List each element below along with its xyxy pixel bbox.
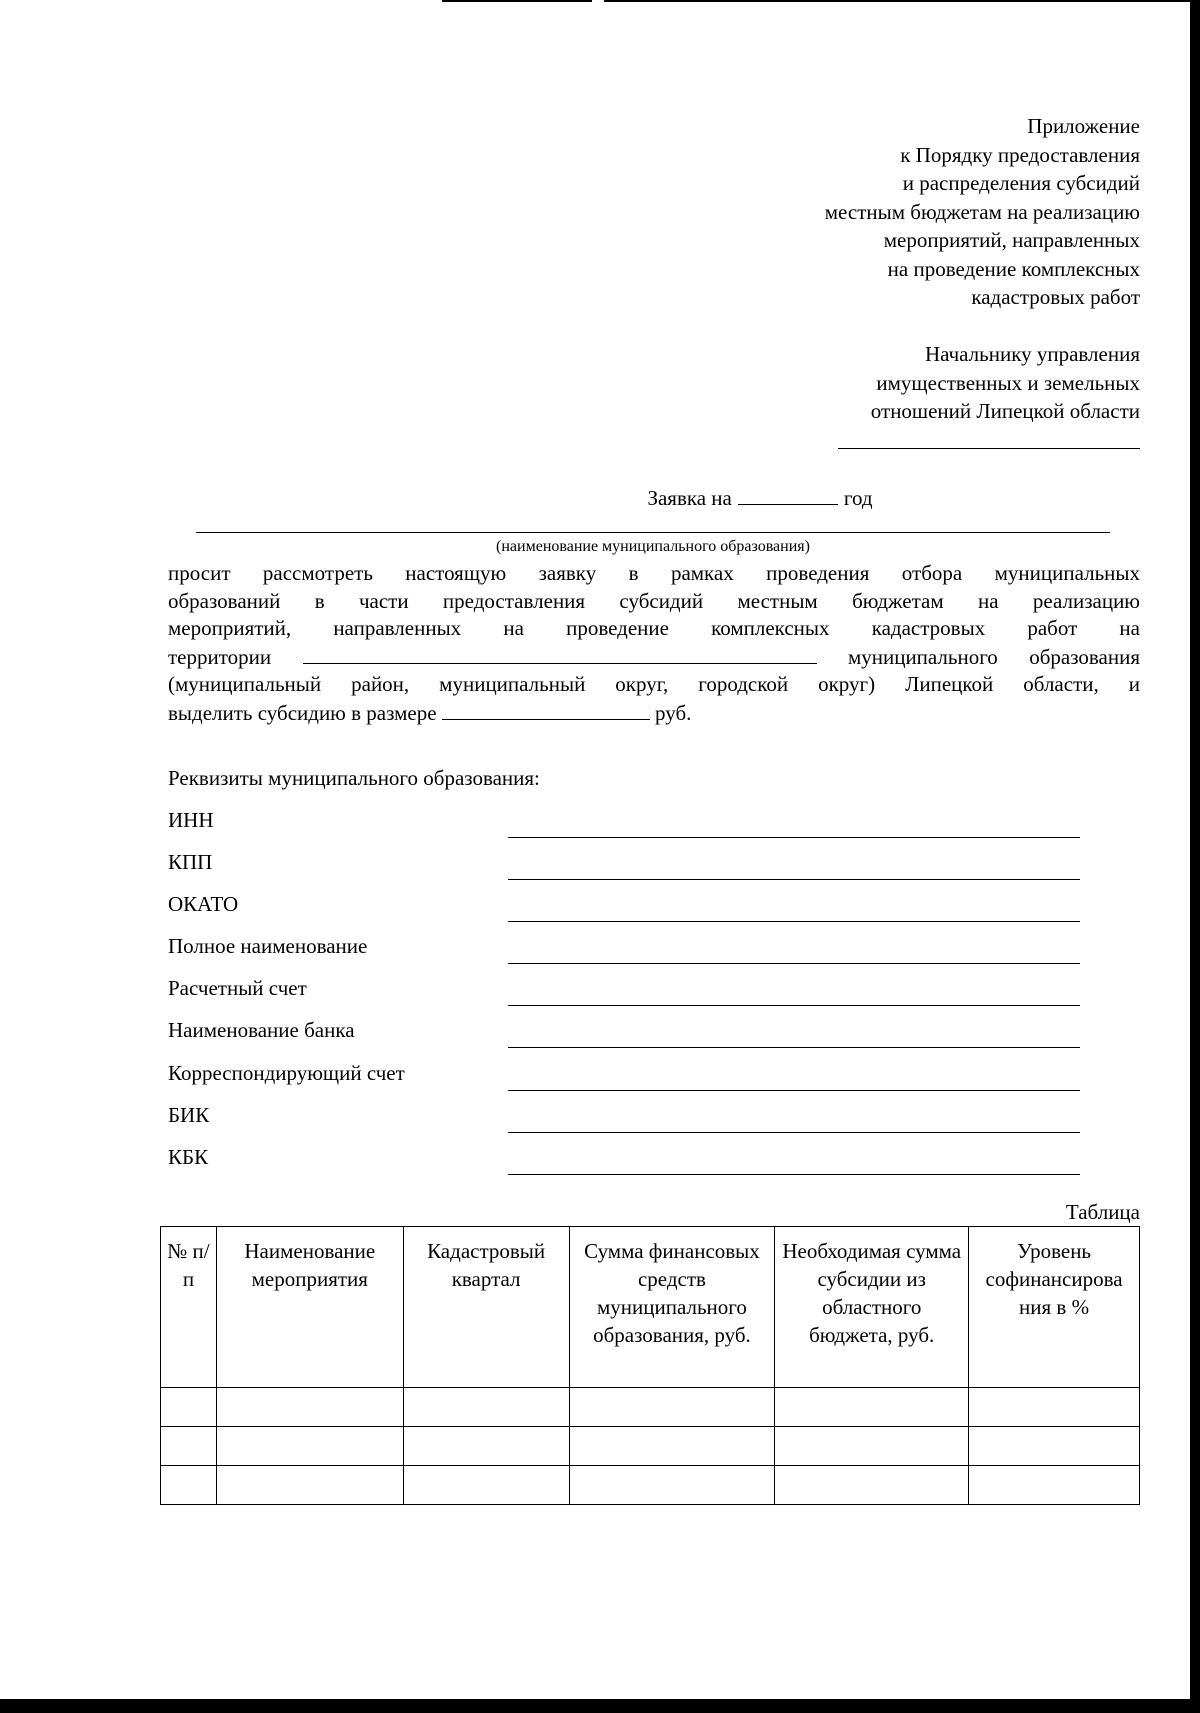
request-title xyxy=(0,484,1200,511)
table-caption: Таблица xyxy=(1065,1200,1140,1224)
requisite-kpp xyxy=(168,850,1080,880)
table-cell[interactable] xyxy=(216,1388,403,1427)
requisite-label: ОКАТО xyxy=(168,892,239,916)
requisite-label: Расчетный счет xyxy=(168,976,307,1000)
scan-edge-top-left xyxy=(442,0,592,2)
header-municipal-funds: Сумма финансовых средств муниципального образования, руб. xyxy=(569,1227,775,1388)
request-body-line: образований в части предоставления субсидий местным бюджетам на реализацию xyxy=(168,588,1140,613)
subsidy-table xyxy=(160,1226,1140,1505)
request-body-line: мероприятий, направленных на проведение комплексных кадастровых работ на xyxy=(168,616,1140,640)
scan-edge-bottom xyxy=(0,1699,1200,1713)
requisite-blank[interactable] xyxy=(508,837,1080,838)
table-cell[interactable] xyxy=(569,1466,775,1505)
appendix-line: мероприятий, направленных xyxy=(883,228,1140,252)
requisite-blank[interactable] xyxy=(508,921,1080,922)
requisite-blank[interactable] xyxy=(508,963,1080,964)
territory-suffix: муниципального образования xyxy=(847,644,1140,669)
requisite-blank[interactable] xyxy=(508,1174,1080,1175)
requisite-label: Корреспондирующий счет xyxy=(168,1061,405,1085)
requisite-full-name xyxy=(168,934,1080,964)
requisite-blank[interactable] xyxy=(508,1047,1080,1048)
table-cell[interactable] xyxy=(216,1427,403,1466)
requisite-label: БИК xyxy=(168,1103,210,1127)
appendix-line: к Порядку предоставления xyxy=(900,142,1140,167)
requisite-bank-name xyxy=(168,1018,1080,1048)
request-body-line: (муниципальный район, муниципальный округ, городской округ) Липецкой области, и xyxy=(168,672,1140,696)
requisite-account xyxy=(168,976,1080,1006)
table-cell[interactable] xyxy=(569,1388,775,1427)
table-cell[interactable] xyxy=(403,1388,569,1427)
requisite-blank[interactable] xyxy=(508,879,1080,880)
table-cell[interactable] xyxy=(969,1466,1140,1505)
requisite-inn xyxy=(168,808,1080,838)
addressee-line: отношений Липецкой области xyxy=(870,399,1140,423)
table-header-row xyxy=(161,1227,1140,1388)
table-cell[interactable] xyxy=(969,1388,1140,1427)
appendix-line: и распределения субсидий xyxy=(902,171,1140,195)
requisite-kbk xyxy=(168,1145,1080,1175)
requisite-blank[interactable] xyxy=(508,1090,1080,1091)
amount-blank[interactable] xyxy=(442,699,650,720)
table-row xyxy=(161,1427,1140,1466)
table-cell[interactable] xyxy=(775,1388,969,1427)
table-cell[interactable] xyxy=(403,1427,569,1466)
table-cell[interactable] xyxy=(161,1388,217,1427)
requisite-label: ИНН xyxy=(168,808,214,832)
requisite-okato xyxy=(168,892,1080,922)
header-event-name: Наименование мероприятия xyxy=(216,1227,403,1388)
requisites-title: Реквизиты муниципального образования: xyxy=(168,766,540,790)
header-number: № п/п xyxy=(161,1227,217,1388)
requisite-label: КБК xyxy=(168,1145,209,1169)
addressee-line: имущественных и земельных xyxy=(876,370,1140,395)
requisite-label: Полное наименование xyxy=(168,934,368,958)
table-cell[interactable] xyxy=(216,1466,403,1505)
table-cell[interactable] xyxy=(161,1466,217,1505)
scan-edge-top-right xyxy=(604,0,1200,2)
header-cofinancing-level: Уровень софинансирова ния в % xyxy=(969,1227,1140,1388)
territory-blank[interactable] xyxy=(303,643,817,664)
addressee-line: Начальнику управления xyxy=(924,342,1140,366)
year-blank[interactable] xyxy=(738,484,838,505)
request-body-line-territory xyxy=(168,643,1140,672)
table-row xyxy=(161,1466,1140,1505)
table-cell[interactable] xyxy=(403,1466,569,1505)
appendix-header xyxy=(680,112,1140,312)
appendix-line: кадастровых работ xyxy=(971,285,1140,309)
municipality-name-caption: (наименование муниципального образования) xyxy=(496,538,810,555)
header-subsidy-amount: Необходимая сумма субсидии из областного бюджета, руб. xyxy=(775,1227,969,1388)
table-cell[interactable] xyxy=(775,1466,969,1505)
addressee-signature-blank[interactable] xyxy=(838,448,1140,449)
header-cadastral-quarter: Кадастровый квартал xyxy=(403,1227,569,1388)
requisite-blank[interactable] xyxy=(508,1005,1080,1006)
requisite-label: Наименование банка xyxy=(168,1018,355,1042)
amount-suffix: руб. xyxy=(655,700,692,725)
request-body xyxy=(168,560,1140,727)
requisite-bik xyxy=(168,1103,1080,1133)
addressee-block xyxy=(680,340,1140,426)
table-row xyxy=(161,1388,1140,1427)
requisite-corr-account xyxy=(168,1061,1080,1091)
request-title-suffix: год xyxy=(843,486,873,510)
table-cell[interactable] xyxy=(569,1427,775,1466)
appendix-line: Приложение xyxy=(1027,114,1140,138)
request-body-line: просит рассмотреть настоящую заявку в рамках проведения отбора муниципальных xyxy=(168,561,1140,585)
requisite-blank[interactable] xyxy=(508,1132,1080,1133)
table-cell[interactable] xyxy=(969,1427,1140,1466)
appendix-line: на проведение комплексных xyxy=(887,256,1140,281)
scan-edge-right xyxy=(1190,0,1200,1713)
table-cell[interactable] xyxy=(161,1427,217,1466)
request-body-line-amount xyxy=(168,699,1140,728)
amount-label: выделить субсидию в размере xyxy=(168,700,437,725)
requisite-label: КПП xyxy=(168,850,213,874)
territory-label: территории xyxy=(168,644,272,669)
appendix-line: местным бюджетам на реализацию xyxy=(824,199,1140,224)
request-title-prefix: Заявка на xyxy=(647,486,732,510)
table-cell[interactable] xyxy=(775,1427,969,1466)
municipality-name-blank[interactable] xyxy=(196,532,1110,533)
